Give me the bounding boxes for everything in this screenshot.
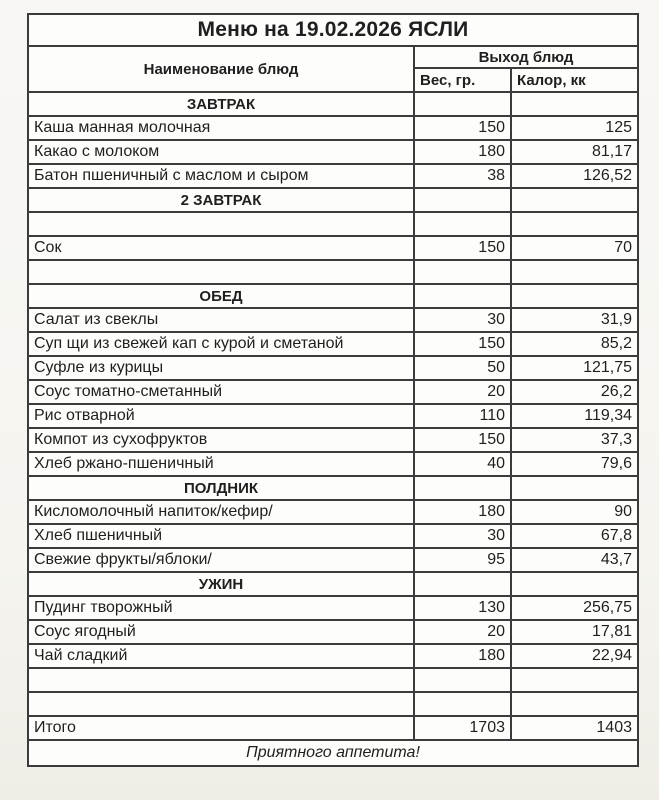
header-row-top	[28, 46, 638, 68]
weight-cell	[414, 476, 511, 500]
dish-name-cell	[28, 212, 414, 236]
menu-item-row	[28, 332, 638, 356]
dish-name-cell: ЗАВТРАК	[28, 92, 414, 116]
menu-item-row	[28, 356, 638, 380]
menu-item-row	[28, 140, 638, 164]
calories-cell: 17,81	[511, 620, 638, 644]
dish-name-cell: Рис отварной	[28, 404, 414, 428]
calories-cell: 67,8	[511, 524, 638, 548]
empty-row	[28, 212, 638, 236]
dish-name-cell: Суфле из курицы	[28, 356, 414, 380]
menu-item-row	[28, 380, 638, 404]
weight-cell: 38	[414, 164, 511, 188]
calories-cell: 126,52	[511, 164, 638, 188]
menu-item-row	[28, 452, 638, 476]
dish-name-cell: Соус томатно-сметанный	[28, 380, 414, 404]
column-header-output-group: Выход блюд	[414, 46, 638, 68]
weight-cell	[414, 188, 511, 212]
weight-cell: 110	[414, 404, 511, 428]
empty-row	[28, 692, 638, 716]
dish-name-cell: Чай сладкий	[28, 644, 414, 668]
calories-cell	[511, 668, 638, 692]
calories-cell	[511, 260, 638, 284]
column-header-name: Наименование блюд	[28, 46, 414, 92]
dish-name-cell: Свежие фрукты/яблоки/	[28, 548, 414, 572]
calories-cell	[511, 284, 638, 308]
weight-cell: 180	[414, 140, 511, 164]
calories-cell	[511, 212, 638, 236]
calories-cell: 43,7	[511, 548, 638, 572]
calories-cell: 70	[511, 236, 638, 260]
calories-cell	[511, 692, 638, 716]
dish-name-cell: Батон пшеничный с маслом и сыром	[28, 164, 414, 188]
menu-item-row	[28, 164, 638, 188]
calories-cell: 81,17	[511, 140, 638, 164]
weight-cell: 150	[414, 332, 511, 356]
weight-cell	[414, 260, 511, 284]
column-header-weight: Вес, гр.	[414, 68, 511, 92]
weight-cell	[414, 692, 511, 716]
weight-cell	[414, 212, 511, 236]
section-row	[28, 284, 638, 308]
section-row	[28, 188, 638, 212]
total-row	[28, 716, 638, 740]
weight-cell: 50	[414, 356, 511, 380]
calories-cell	[511, 572, 638, 596]
dish-name-cell: Каша манная молочная	[28, 116, 414, 140]
menu-table	[27, 13, 639, 767]
weight-cell: 95	[414, 548, 511, 572]
dish-name-cell: 2 ЗАВТРАК	[28, 188, 414, 212]
weight-cell: 30	[414, 308, 511, 332]
dish-name-cell: Пудинг творожный	[28, 596, 414, 620]
weight-cell: 180	[414, 500, 511, 524]
weight-cell: 20	[414, 380, 511, 404]
calories-cell: 37,3	[511, 428, 638, 452]
weight-cell: 130	[414, 596, 511, 620]
dish-name-cell: Итого	[28, 716, 414, 740]
dish-name-cell: Сок	[28, 236, 414, 260]
menu-item-row	[28, 404, 638, 428]
weight-cell	[414, 284, 511, 308]
empty-row	[28, 260, 638, 284]
calories-cell: 256,75	[511, 596, 638, 620]
weight-cell: 150	[414, 428, 511, 452]
dish-name-cell: Салат из свеклы	[28, 308, 414, 332]
footer-row	[28, 740, 638, 766]
footer-note: Приятного аппетита!	[28, 740, 638, 766]
title-row	[28, 14, 638, 46]
calories-cell: 31,9	[511, 308, 638, 332]
calories-cell: 79,6	[511, 452, 638, 476]
weight-cell: 180	[414, 644, 511, 668]
calories-cell: 85,2	[511, 332, 638, 356]
dish-name-cell: Соус ягодный	[28, 620, 414, 644]
calories-cell	[511, 188, 638, 212]
calories-cell: 121,75	[511, 356, 638, 380]
calories-cell: 125	[511, 116, 638, 140]
menu-item-row	[28, 116, 638, 140]
menu-item-row	[28, 548, 638, 572]
dish-name-cell: Хлеб пшеничный	[28, 524, 414, 548]
menu-rows	[28, 92, 638, 740]
menu-item-row	[28, 500, 638, 524]
calories-cell: 119,34	[511, 404, 638, 428]
calories-cell: 90	[511, 500, 638, 524]
dish-name-cell	[28, 668, 414, 692]
section-row	[28, 476, 638, 500]
calories-cell: 1403	[511, 716, 638, 740]
weight-cell: 40	[414, 452, 511, 476]
weight-cell: 1703	[414, 716, 511, 740]
dish-name-cell: УЖИН	[28, 572, 414, 596]
dish-name-cell: ОБЕД	[28, 284, 414, 308]
section-row	[28, 92, 638, 116]
dish-name-cell: Кисломолочный напиток/кефир/	[28, 500, 414, 524]
weight-cell	[414, 92, 511, 116]
weight-cell: 150	[414, 236, 511, 260]
column-header-calories: Калор, кк	[511, 68, 638, 92]
weight-cell: 150	[414, 116, 511, 140]
menu-item-row	[28, 596, 638, 620]
calories-cell: 26,2	[511, 380, 638, 404]
menu-item-row	[28, 236, 638, 260]
weight-cell	[414, 572, 511, 596]
calories-cell	[511, 476, 638, 500]
dish-name-cell	[28, 260, 414, 284]
menu-item-row	[28, 428, 638, 452]
dish-name-cell: ПОЛДНИК	[28, 476, 414, 500]
weight-cell: 20	[414, 620, 511, 644]
weight-cell	[414, 668, 511, 692]
menu-item-row	[28, 620, 638, 644]
page-title: Меню на 19.02.2026 ЯСЛИ	[28, 14, 638, 46]
menu-item-row	[28, 524, 638, 548]
empty-row	[28, 668, 638, 692]
dish-name-cell	[28, 692, 414, 716]
menu-item-row	[28, 644, 638, 668]
section-row	[28, 572, 638, 596]
menu-item-row	[28, 308, 638, 332]
dish-name-cell: Какао с молоком	[28, 140, 414, 164]
dish-name-cell: Хлеб ржано-пшеничный	[28, 452, 414, 476]
calories-cell	[511, 92, 638, 116]
calories-cell: 22,94	[511, 644, 638, 668]
dish-name-cell: Компот из сухофруктов	[28, 428, 414, 452]
dish-name-cell: Суп щи из свежей кап с курой и сметаной	[28, 332, 414, 356]
weight-cell: 30	[414, 524, 511, 548]
